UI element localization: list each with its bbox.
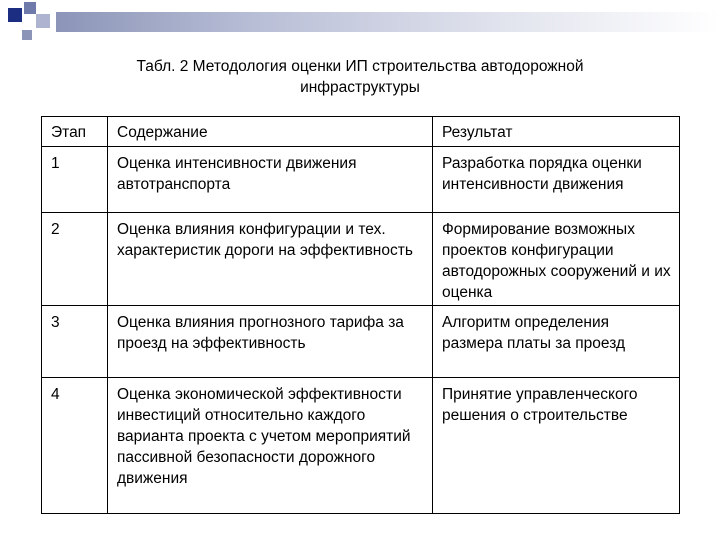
table-row (42, 213, 680, 306)
cell-stage: 3 (42, 306, 108, 378)
decor-square-light (36, 14, 50, 28)
table-row (42, 378, 680, 514)
table-row (42, 306, 680, 378)
header-decoration (0, 0, 720, 48)
cell-content: Оценка влияния конфигурации и тех. характеристик дороги на эффективность (108, 213, 433, 306)
cell-stage: 2 (42, 213, 108, 306)
decor-square-dark (8, 8, 22, 22)
caption-line-2: инфраструктуры (300, 79, 420, 96)
cell-result: Принятие управленческого решения о строительстве (433, 378, 680, 514)
header-stage: Этап (42, 117, 108, 147)
cell-result: Алгоритм определения размера платы за проезд (433, 306, 680, 378)
cell-stage: 1 (42, 147, 108, 213)
table-header-row (42, 117, 680, 147)
cell-result: Формирование возможных проектов конфигурации автодорожных сооружений и их оценка (433, 213, 680, 306)
header-gradient-bar (56, 12, 720, 32)
table-row (42, 147, 680, 213)
decor-square-mid-2 (22, 30, 32, 40)
cell-result: Разработка порядка оценки интенсивности движения (433, 147, 680, 213)
decor-square-mid (24, 2, 36, 14)
methodology-table (41, 116, 680, 514)
caption-line-1: Табл. 2 Методология оценки ИП строительства автодорожной (136, 58, 584, 75)
table-caption (60, 56, 660, 98)
cell-stage: 4 (42, 378, 108, 514)
cell-content: Оценка экономической эффективности инвестиций относительно каждого варианта проекта с учетом мероприятий пассивной безопасности дорожного движения (108, 378, 433, 514)
header-result: Результат (433, 117, 680, 147)
cell-content: Оценка интенсивности движения автотранспорта (108, 147, 433, 213)
cell-content: Оценка влияния прогнозного тарифа за проезд на эффективность (108, 306, 433, 378)
header-content: Содержание (108, 117, 433, 147)
